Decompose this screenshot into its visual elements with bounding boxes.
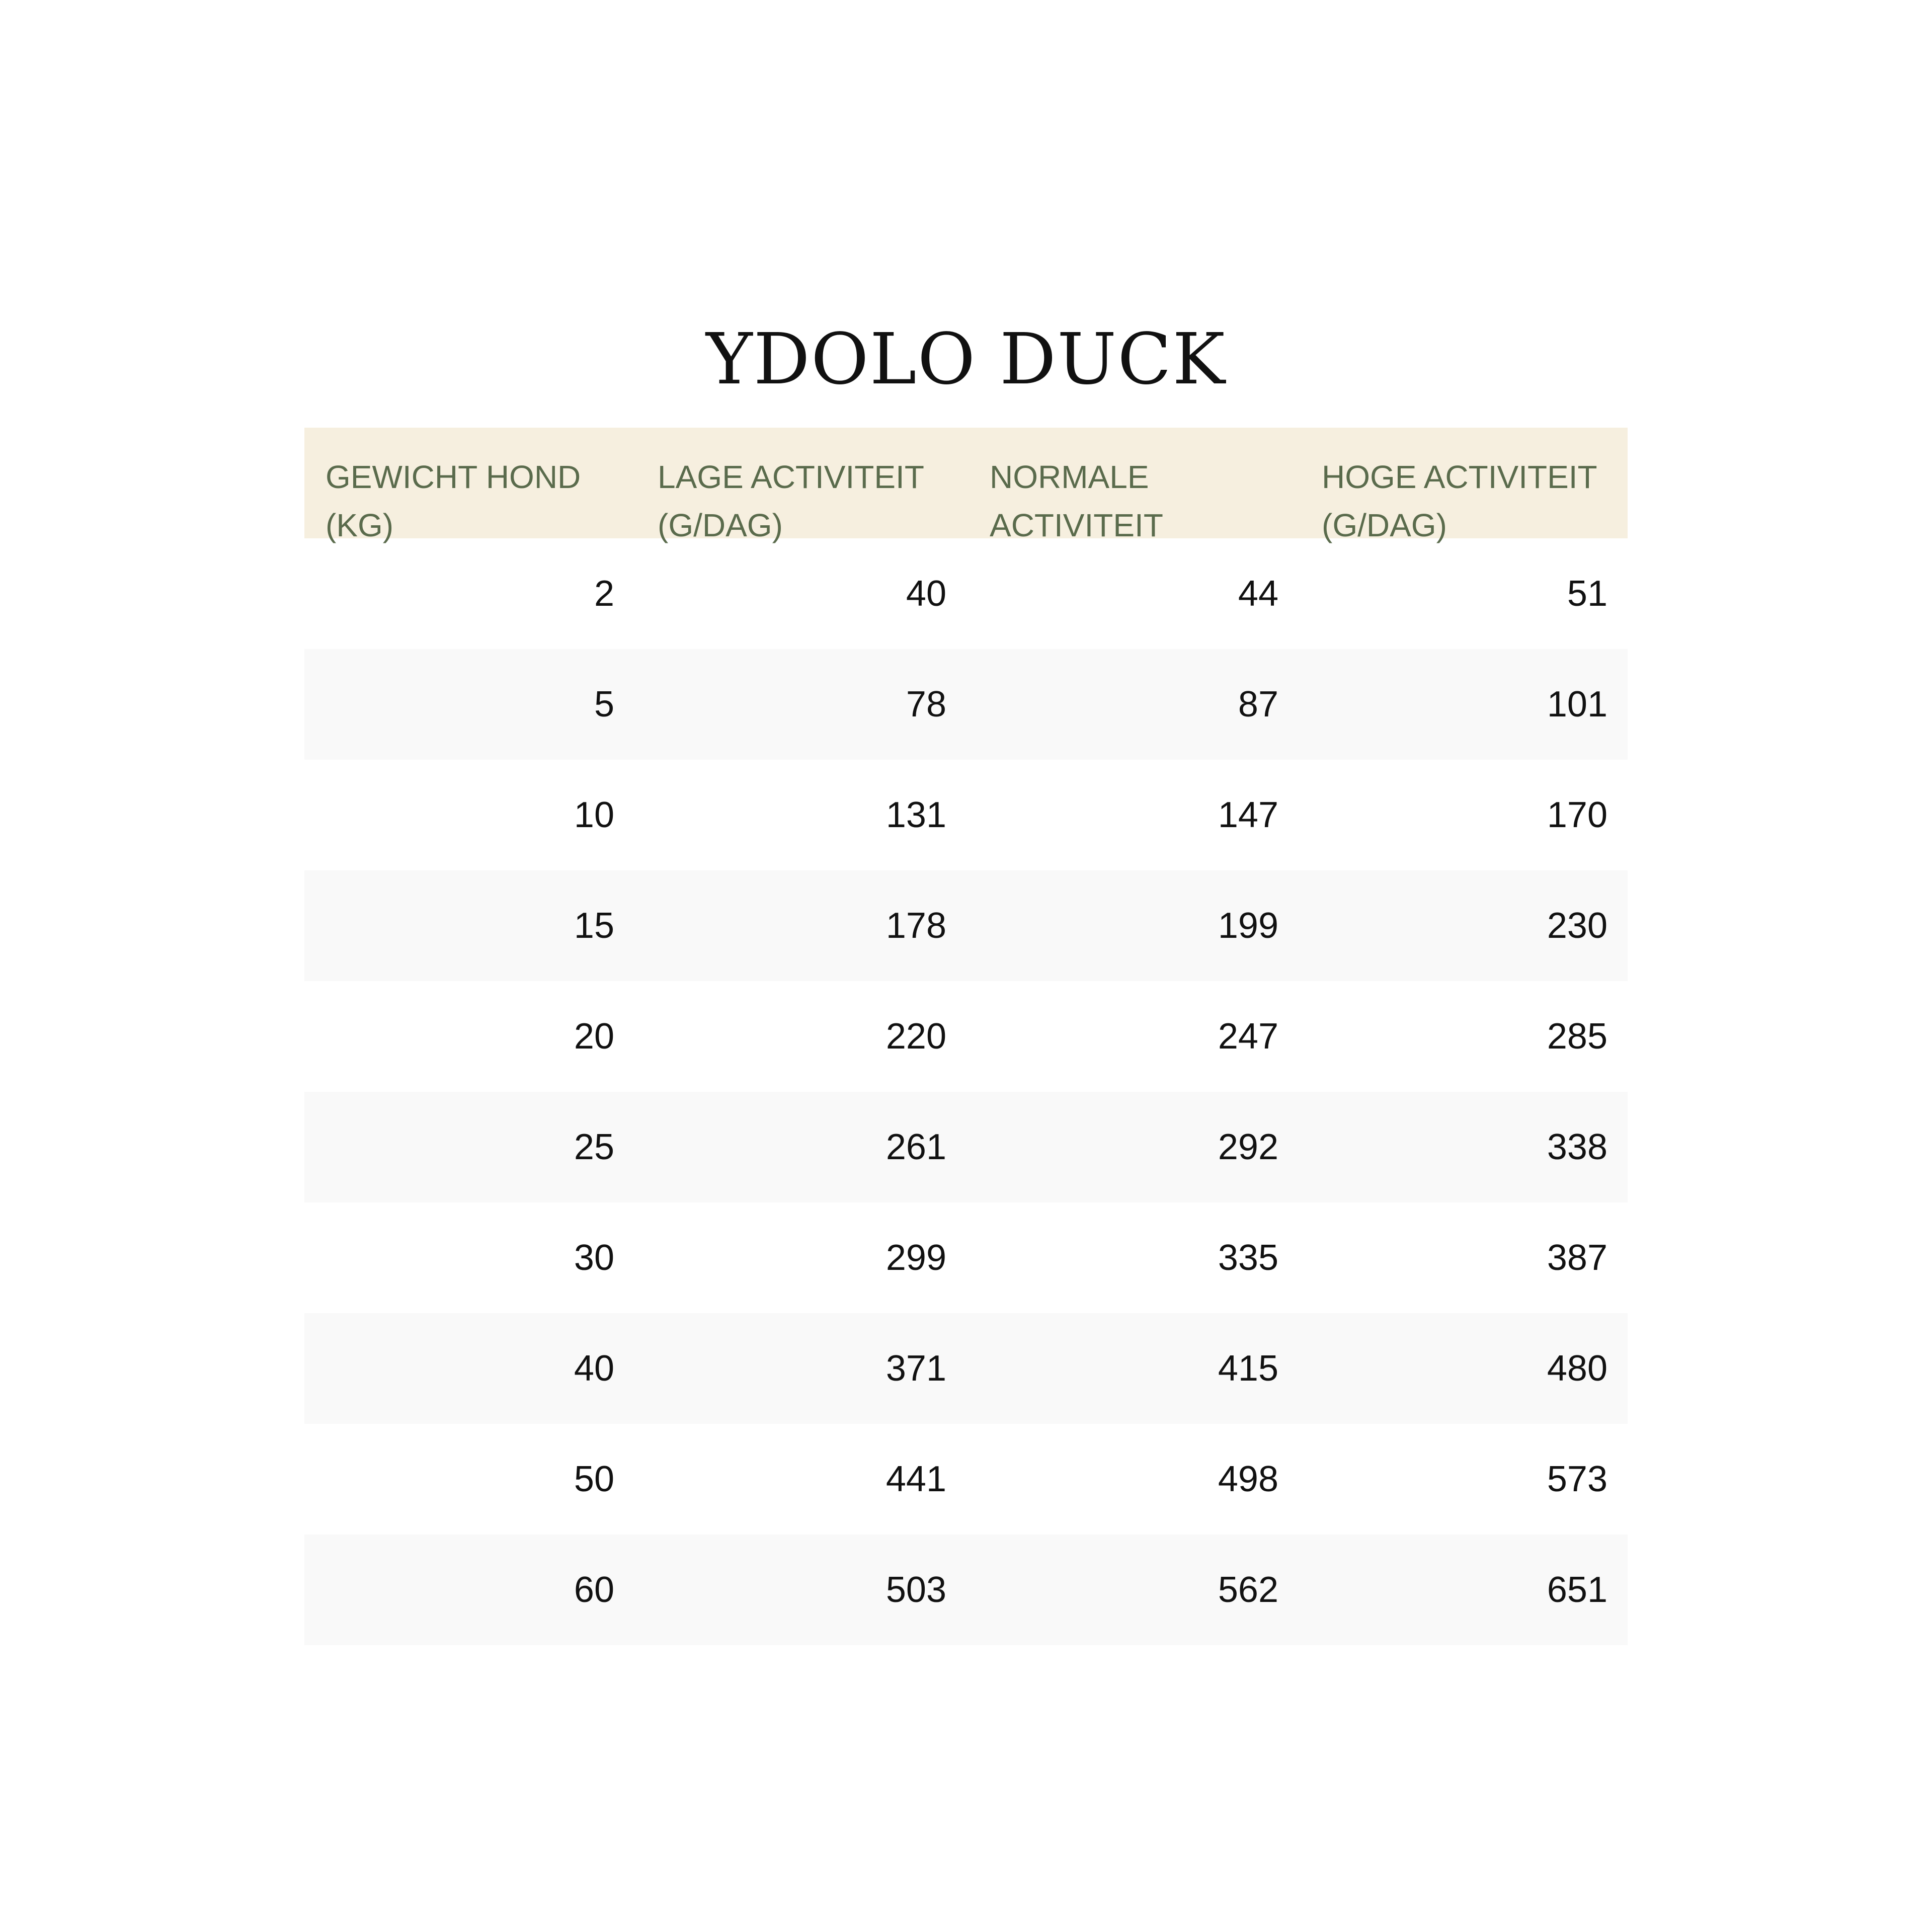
cell-normal: 562 xyxy=(1218,1570,1278,1610)
cell-weight: 10 xyxy=(574,795,614,835)
cell-high: 573 xyxy=(1547,1459,1607,1499)
cell-weight: 30 xyxy=(574,1238,614,1278)
cell-normal: 199 xyxy=(1218,906,1278,946)
table-row xyxy=(304,1313,1628,1424)
table-row xyxy=(304,538,1628,649)
cell-high: 387 xyxy=(1547,1238,1607,1278)
table-row xyxy=(304,1424,1628,1535)
header-low-activity: LAGE ACTIVITEIT (G/DAG) xyxy=(658,459,924,543)
cell-low: 503 xyxy=(886,1570,946,1610)
cell-weight: 5 xyxy=(594,684,614,725)
table-row xyxy=(304,1535,1628,1645)
cell-low: 220 xyxy=(886,1016,946,1057)
feeding-table xyxy=(304,428,1628,1645)
cell-weight: 40 xyxy=(574,1348,614,1389)
cell-high: 285 xyxy=(1547,1016,1607,1057)
cell-high: 230 xyxy=(1547,906,1607,946)
table-row xyxy=(304,870,1628,981)
header-weight: GEWICHT HOND (KG) xyxy=(326,459,581,543)
page-title: YDOLO DUCK xyxy=(706,318,1226,400)
cell-normal: 335 xyxy=(1218,1238,1278,1278)
cell-low: 261 xyxy=(886,1127,946,1167)
cell-low: 299 xyxy=(886,1238,946,1278)
cell-low: 371 xyxy=(886,1348,946,1389)
table-row xyxy=(304,649,1628,760)
cell-normal: 147 xyxy=(1218,795,1278,835)
cell-normal: 292 xyxy=(1218,1127,1278,1167)
cell-weight: 20 xyxy=(574,1016,614,1057)
cell-low: 40 xyxy=(906,574,946,614)
cell-normal: 498 xyxy=(1218,1459,1278,1499)
cell-weight: 25 xyxy=(574,1127,614,1167)
cell-high: 51 xyxy=(1567,574,1607,614)
table-row xyxy=(304,760,1628,870)
cell-high: 101 xyxy=(1547,684,1607,725)
cell-low: 131 xyxy=(886,795,946,835)
cell-high: 170 xyxy=(1547,795,1607,835)
table-row xyxy=(304,981,1628,1092)
table-header-row xyxy=(304,428,1628,543)
cell-low: 78 xyxy=(906,684,946,725)
cell-high: 651 xyxy=(1547,1570,1607,1610)
cell-low: 441 xyxy=(886,1459,946,1499)
cell-normal: 44 xyxy=(1238,574,1278,614)
cell-normal: 87 xyxy=(1238,684,1278,725)
cell-high: 480 xyxy=(1547,1348,1607,1389)
cell-high: 338 xyxy=(1547,1127,1607,1167)
cell-weight: 2 xyxy=(594,574,614,614)
cell-weight: 15 xyxy=(574,906,614,946)
header-high-activity: HOGE ACTIVITEIT (G/DAG) xyxy=(1322,459,1597,543)
header-normal-activity: NORMALE ACTIVITEIT xyxy=(990,459,1163,543)
cell-normal: 415 xyxy=(1218,1348,1278,1389)
cell-normal: 247 xyxy=(1218,1016,1278,1057)
cell-weight: 50 xyxy=(574,1459,614,1499)
cell-low: 178 xyxy=(886,906,946,946)
cell-weight: 60 xyxy=(574,1570,614,1610)
table-row xyxy=(304,1202,1628,1313)
table-row xyxy=(304,1092,1628,1202)
